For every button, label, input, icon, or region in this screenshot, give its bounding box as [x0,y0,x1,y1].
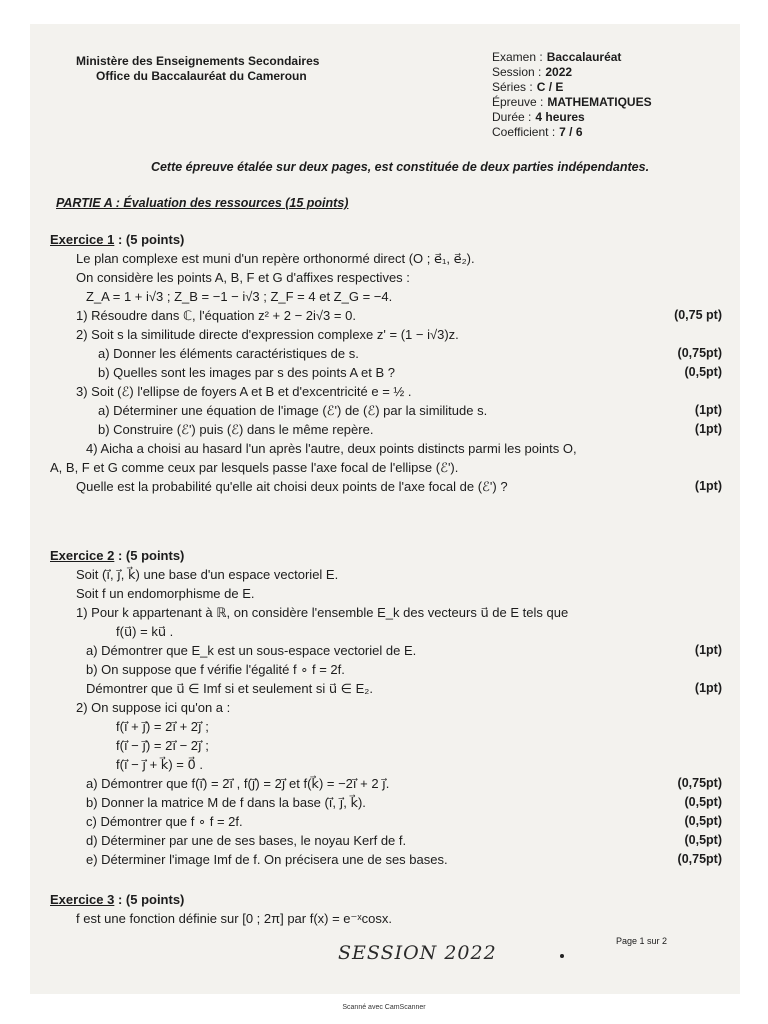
exam-info [492,50,652,140]
ex2-q1b-line2: Démontrer que u⃗ ∈ Imf si et seulement si u⃗ ∈ E₂. [86,681,373,696]
ex3-title: Exercice 3 [50,892,115,907]
ex2-eq3: f(i⃗ − j⃗ + k⃗) = 0⃗ . [116,757,203,772]
page-number: Page 1 sur 2 [616,936,668,946]
ex2-q1a: a) Démontrer que E_k est un sous-espace vectoriel de E. [86,643,417,658]
ex3-line1: f est une fonction définie sur [0 ; 2π] par f(x) = e⁻ˣcosx. [76,911,392,926]
ex1-line1: Le plan complexe est muni d'un repère orthonormé direct (O ; e⃗₁, e⃗₂). [76,251,475,266]
ex1-q3: 3) Soit (ℰ) l'ellipse de foyers A et B et d'excentricité e = ½ . [76,384,412,399]
ex1-q1-pts: (0,75 pt) [674,308,722,322]
ink-dot [560,954,564,958]
session-label: Session : [492,65,542,79]
ex2-eq2: f(i⃗ − j⃗) = 2i⃗ − 2j⃗ ; [116,738,209,753]
ex2-q1-line2: f(u⃗) = ku⃗ . [116,624,174,639]
ex2-q2d-pts: (0,5pt) [684,833,722,847]
session-stamp: SESSION 2022 [338,942,497,964]
intro-text: Cette épreuve étalée sur deux pages, est constituée de deux parties indépendantes. [150,160,650,174]
session-value: 2022 [545,65,573,79]
ex1-q2b: b) Quelles sont les images par s des points A et B ? [98,365,395,380]
ex1-q2a-pts: (0,75pt) [677,346,722,360]
ex2-q2: 2) On suppose ici qu'on a : [76,700,231,715]
series-label: Séries : [492,80,533,94]
ex1-q2b-pts: (0,5pt) [684,365,722,379]
series-value: C / E [536,80,564,94]
ex1-q4-line1: 4) Aicha a choisi au hasard l'un après l'autre, deux points distincts parmi les points O, [86,441,577,456]
ex2-q2e: e) Déterminer l'image Imf de f. On précisera une de ses bases. [86,852,448,867]
duree-value: 4 heures [535,110,585,124]
ex1-line2: On considère les points A, B, F et G d'affixes respectives : [76,270,410,285]
ex1-q3b: b) Construire (ℰ') puis (ℰ) dans le même repère. [98,422,374,437]
ex1-q4-pts: (1pt) [694,479,722,493]
ex1-q2: 2) Soit s la similitude directe d'expression complexe z' = (1 − i√3)z. [76,327,459,342]
ex2-q2c: c) Démontrer que f ∘ f = 2f. [86,814,243,829]
scanner-watermark: Scanné avec CamScanner [342,1004,426,1011]
duree-label: Durée : [492,110,532,124]
ex2-q2c-pts: (0,5pt) [684,814,722,828]
epreuve-label: Épreuve : [492,95,544,109]
exercise-1 [50,230,722,496]
coef-label: Coefficient : [492,125,556,139]
ex1-q3b-pts: (1pt) [694,422,722,436]
ex2-q1-line1: 1) Pour k appartenant à ℝ, on considère l'ensemble E_k des vecteurs u⃗ de E tels que [76,605,569,620]
ex2-q2a: a) Démontrer que f(i⃗) = 2i⃗ , f(j⃗) = 2j⃗ et f(k⃗) = −2i⃗ + 2 j⃗. [86,776,390,791]
ex1-q4-line2: A, B, F et G comme ceux par lesquels passe l'axe focal de l'ellipse (ℰ'). [50,460,459,475]
ex2-q2d: d) Déterminer par une de ses bases, le noyau Kerf de f. [86,833,407,848]
exercise-3 [50,890,722,928]
ex2-line1: Soit (i⃗, j⃗, k⃗) une base d'un espace vectoriel E. [76,567,339,582]
ex2-q2b: b) Donner la matrice M de f dans la base (i⃗, j⃗, k⃗). [86,795,366,810]
ex2-line2: Soit f un endomorphisme de E. [76,586,255,601]
ex2-points: : (5 points) [114,548,185,563]
ministry-header [76,54,319,84]
ex1-q3a: a) Déterminer une équation de l'image (ℰ') de (ℰ) par la similitude s. [98,403,488,418]
ex2-title: Exercice 2 [50,548,115,563]
ex3-points: : (5 points) [114,892,185,907]
exam-label: Examen : [492,50,543,64]
ministry-line2: Office du Baccalauréat du Cameroun [96,69,307,83]
ex2-q2b-pts: (0,5pt) [684,795,722,809]
ex1-q4-line3: Quelle est la probabilité qu'elle ait choisi deux points de l'axe focal de (ℰ') ? [76,479,508,494]
ex2-q2e-pts: (0,75pt) [677,852,722,866]
exam-value: Baccalauréat [546,50,622,64]
ex1-line3: Z_A = 1 + i√3 ; Z_B = −1 − i√3 ; Z_F = 4 et Z_G = −4. [86,289,393,304]
ex1-title: Exercice 1 [50,232,115,247]
ex2-q1b-pts: (1pt) [694,681,722,695]
exercise-2 [50,546,722,869]
coef-value: 7 / 6 [559,125,583,139]
ex2-eq1: f(i⃗ + j⃗) = 2i⃗ + 2j⃗ ; [116,719,209,734]
part-a-title: PARTIE A : Évaluation des ressources (15 points) [56,196,349,210]
ex1-q1: 1) Résoudre dans ℂ, l'équation z² + 2 − 2i√3 = 0. [76,308,356,323]
ministry-line1: Ministère des Enseignements Secondaires [76,54,320,68]
epreuve-value: MATHEMATIQUES [547,95,652,109]
ex1-q3a-pts: (1pt) [694,403,722,417]
ex2-q1a-pts: (1pt) [694,643,722,657]
ex2-q2a-pts: (0,75pt) [677,776,722,790]
ex2-q1b: b) On suppose que f vérifie l'égalité f ∘ f = 2f. [86,662,345,677]
ex1-q2a: a) Donner les éléments caractéristiques de s. [98,346,359,361]
exam-page [30,24,740,994]
ex1-points: : (5 points) [114,232,185,247]
